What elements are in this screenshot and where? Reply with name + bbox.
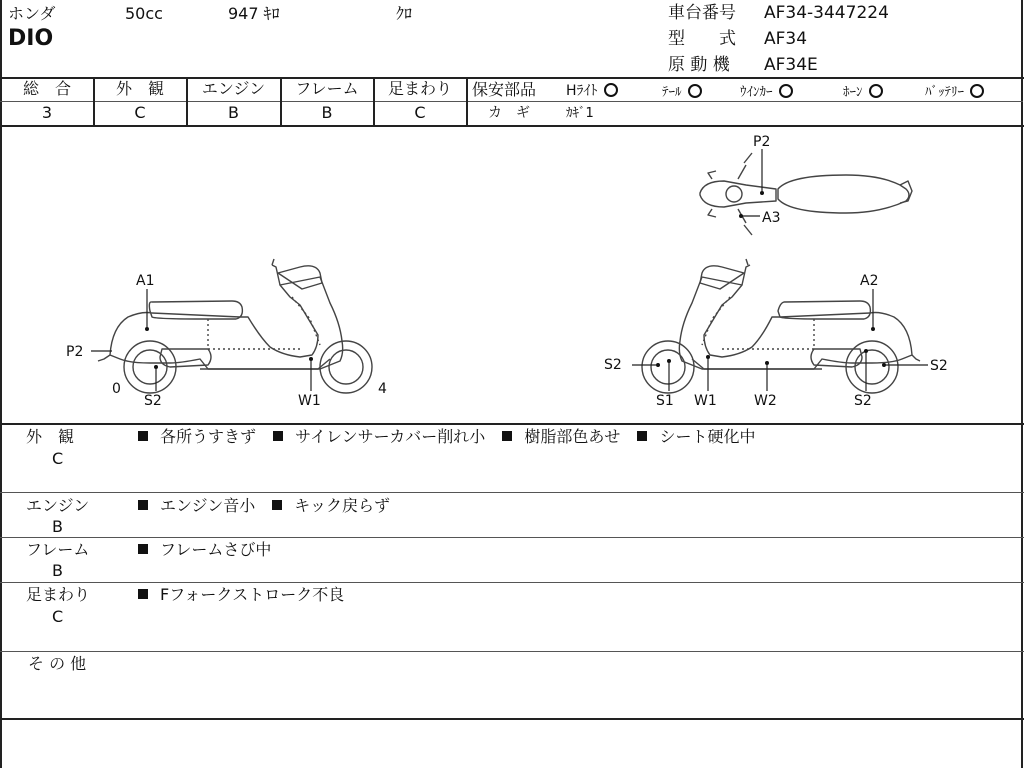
remark-note: Fフォークストローク不良 bbox=[138, 585, 344, 604]
safety-item-tail: ﾃｰﾙ bbox=[662, 84, 702, 99]
remark-note: エンジン音小 bbox=[138, 496, 255, 515]
remark-category-other: そ の 他 bbox=[28, 654, 87, 673]
diagram-label-a2: A2 bbox=[860, 273, 879, 289]
grade-value-engine: B bbox=[228, 103, 239, 122]
ok-circle-icon bbox=[688, 84, 702, 98]
remarks-divider bbox=[0, 492, 1024, 493]
grade-label-overall: 総 合 bbox=[22, 79, 71, 98]
remark-grade-exterior: C bbox=[52, 449, 64, 468]
ok-circle-icon bbox=[779, 84, 793, 98]
remark-note: キック戻らず bbox=[272, 496, 390, 515]
frame-number-label: 車台番号 bbox=[668, 3, 736, 23]
safety-item-winker: ｳｲﾝｶｰ bbox=[740, 84, 793, 99]
grade-value-exterior: C bbox=[134, 103, 146, 122]
diagram-label-s2-muffler: S2 bbox=[930, 358, 948, 374]
model-code: AF34 bbox=[764, 29, 808, 49]
diagram-label-a1: A1 bbox=[136, 273, 155, 289]
remark-category-frame: フレーム bbox=[26, 540, 90, 559]
key-label: カ ギ bbox=[488, 105, 530, 121]
remark-note: シート硬化中 bbox=[637, 427, 755, 446]
remark-notes-engine bbox=[138, 498, 390, 514]
grade-label-frame: フレーム bbox=[295, 79, 359, 98]
remark-grade-engine: B bbox=[52, 517, 63, 536]
remark-note: 各所うすきず bbox=[138, 427, 256, 446]
diagram-label-4: 4 bbox=[378, 381, 387, 397]
displacement: 50cc bbox=[125, 4, 163, 23]
diagram-label-p2-top: P2 bbox=[753, 134, 771, 150]
diagram-label-w1: W1 bbox=[298, 393, 321, 409]
diagram-label-0: 0 bbox=[112, 381, 121, 397]
scooter-diagram bbox=[0, 127, 1022, 423]
mileage: 947 ｷﾛ bbox=[228, 4, 280, 23]
diagram-bottom-line bbox=[0, 423, 1024, 425]
grade-label-engine: エンジン bbox=[201, 79, 266, 98]
safety-item-headlight: Hﾗｲﾄ bbox=[566, 83, 618, 98]
remark-grade-frame: B bbox=[52, 561, 63, 580]
remarks-divider bbox=[0, 537, 1024, 538]
remark-category-engine: エンジン bbox=[26, 496, 90, 515]
remark-notes-suspension bbox=[138, 587, 344, 603]
remark-note: 樹脂部色あせ bbox=[502, 427, 620, 446]
remark-notes-frame bbox=[138, 542, 271, 558]
diagram-label-w2: W2 bbox=[754, 393, 777, 409]
safety-mid-line bbox=[467, 101, 1023, 102]
grade-col-divider bbox=[466, 77, 468, 127]
model-code-label: 型 式 bbox=[668, 29, 736, 49]
diagram-label-s2: S2 bbox=[144, 393, 162, 409]
diagram-label-s2-front: S2 bbox=[604, 357, 622, 373]
grade-value-frame: B bbox=[321, 103, 333, 122]
diagram-label-s1: S1 bbox=[656, 393, 674, 409]
safety-item-battery: ﾊﾞｯﾃﾘｰ bbox=[925, 84, 984, 99]
ok-circle-icon bbox=[970, 84, 984, 98]
diagram-label-w1-right: W1 bbox=[694, 393, 717, 409]
scooter-top-view bbox=[700, 153, 912, 235]
diagram-label-p2: P2 bbox=[66, 344, 84, 360]
remark-category-suspension: 足まわり bbox=[26, 585, 91, 604]
ok-circle-icon bbox=[604, 83, 618, 97]
safety-item-horn: ﾎｰﾝ bbox=[843, 84, 883, 99]
safety-parts-label: 保安部品 bbox=[472, 80, 537, 99]
remark-note: フレームさび中 bbox=[138, 540, 271, 559]
remark-category-exterior: 外 観 bbox=[26, 427, 75, 446]
grade-value-suspension: C bbox=[414, 103, 426, 122]
grade-label-suspension: 足まわり bbox=[387, 79, 452, 98]
remark-notes-exterior bbox=[138, 429, 756, 445]
remarks-divider bbox=[0, 651, 1024, 652]
maker-name: ホンダ bbox=[8, 4, 56, 23]
key-value: ｶｷﾞ1 bbox=[566, 106, 594, 121]
remark-note: サイレンサーカバー削れ小 bbox=[273, 427, 485, 446]
remark-grade-suspension: C bbox=[52, 607, 64, 626]
grade-label-exterior: 外 観 bbox=[115, 79, 164, 98]
engine-code: AF34E bbox=[764, 55, 818, 75]
grade-table-mid-line bbox=[0, 101, 467, 102]
engine-label: 原 動 機 bbox=[668, 55, 730, 75]
color: ｸﾛ bbox=[396, 4, 413, 23]
diagram-label-a3: A3 bbox=[762, 210, 781, 226]
model-name: DIO bbox=[8, 26, 54, 51]
remarks-bottom-line bbox=[0, 718, 1024, 720]
grade-value-overall: 3 bbox=[41, 103, 53, 122]
ok-circle-icon bbox=[869, 84, 883, 98]
remarks-divider bbox=[0, 582, 1024, 583]
frame-number: AF34-3447224 bbox=[764, 3, 889, 23]
diagram-label-s2-rear: S2 bbox=[854, 393, 872, 409]
